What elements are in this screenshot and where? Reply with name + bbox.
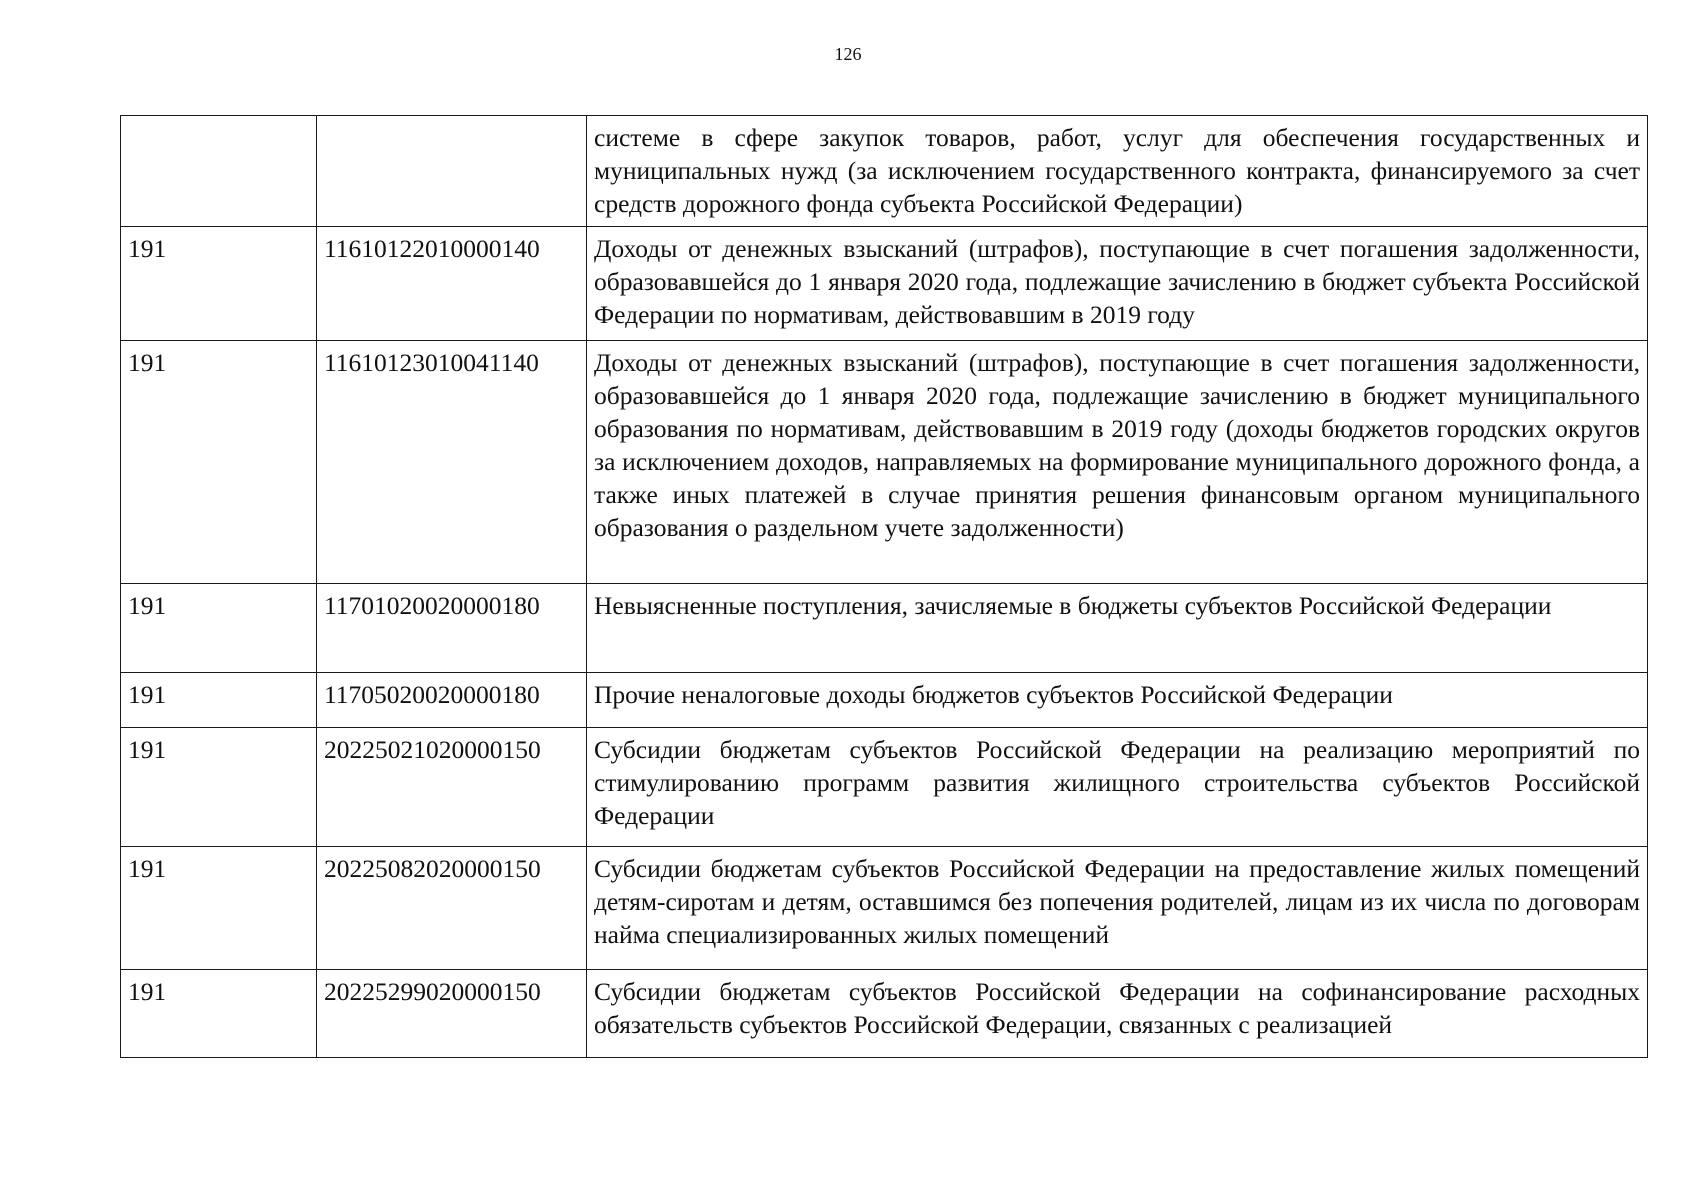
table-row (121, 227, 1648, 341)
table-row (121, 341, 1648, 584)
description-cell: Субсидии бюджетам субъектов Российской Федерации на софинансирование расходных обязательств субъектов Российской Федерации, связанных с реализацией (587, 970, 1648, 1058)
admin-code-cell: 191 (121, 584, 317, 673)
table-row (121, 584, 1648, 673)
description-cell: Субсидии бюджетам субъектов Российской Федерации на реализацию мероприятий по стимулированию программ развития жилищного строительства субъектов Российской Федерации (587, 728, 1648, 847)
admin-code-cell: 191 (121, 847, 317, 970)
budget-code-cell: 11610123010041140 (317, 341, 587, 584)
table-row (121, 673, 1648, 728)
revenue-codes-table (120, 115, 1648, 1058)
admin-code-cell: 191 (121, 970, 317, 1058)
admin-code-cell: 191 (121, 728, 317, 847)
admin-code-cell: 191 (121, 227, 317, 341)
page-number: 126 (834, 44, 862, 64)
admin-code-cell (121, 116, 317, 227)
budget-code-cell: 20225082020000150 (317, 847, 587, 970)
budget-code-cell: 11610122010000140 (317, 227, 587, 341)
table-row (121, 847, 1648, 970)
description-cell: Доходы от денежных взысканий (штрафов), поступающие в счет погашения задолженности, образовавшейся до 1 января 2020 года, подлежащие зачислению в бюджет муниципального образования по нормативам, действовавшим в 2019 году (доходы бюджетов городских округов за исключением доходов, направляемых на формирование муниципального дорожного фонда, а также иных платежей в случае принятия решения финансовым органом муниципального образования о раздельном учете задолженности) (587, 341, 1648, 584)
table-row (121, 116, 1648, 227)
admin-code-cell: 191 (121, 673, 317, 728)
description-cell: Субсидии бюджетам субъектов Российской Федерации на предоставление жилых помещений детям-сиротам и детям, оставшимся без попечения родителей, лицам из их числа по договорам найма специализированных жилых помещений (587, 847, 1648, 970)
table-row (121, 728, 1648, 847)
description-cell: Прочие неналоговые доходы бюджетов субъектов Российской Федерации (587, 673, 1648, 728)
budget-code-cell: 20225299020000150 (317, 970, 587, 1058)
budget-code-cell: 11705020020000180 (317, 673, 587, 728)
table-row (121, 970, 1648, 1058)
description-cell: системе в сфере закупок товаров, работ, услуг для обеспечения государственных и муниципальных нужд (за исключением государственного контракта, финансируемого за счет средств дорожного фонда субъекта Российской Федерации) (587, 116, 1648, 227)
admin-code-cell: 191 (121, 341, 317, 584)
budget-code-cell: 20225021020000150 (317, 728, 587, 847)
budget-code-cell: 11701020020000180 (317, 584, 587, 673)
budget-code-cell (317, 116, 587, 227)
description-cell: Доходы от денежных взысканий (штрафов), поступающие в счет погашения задолженности, образовавшейся до 1 января 2020 года, подлежащие зачислению в бюджет субъекта Российской Федерации по нормативам, действовавшим в 2019 году (587, 227, 1648, 341)
description-cell: Невыясненные поступления, зачисляемые в бюджеты субъектов Российской Федерации (587, 584, 1648, 673)
